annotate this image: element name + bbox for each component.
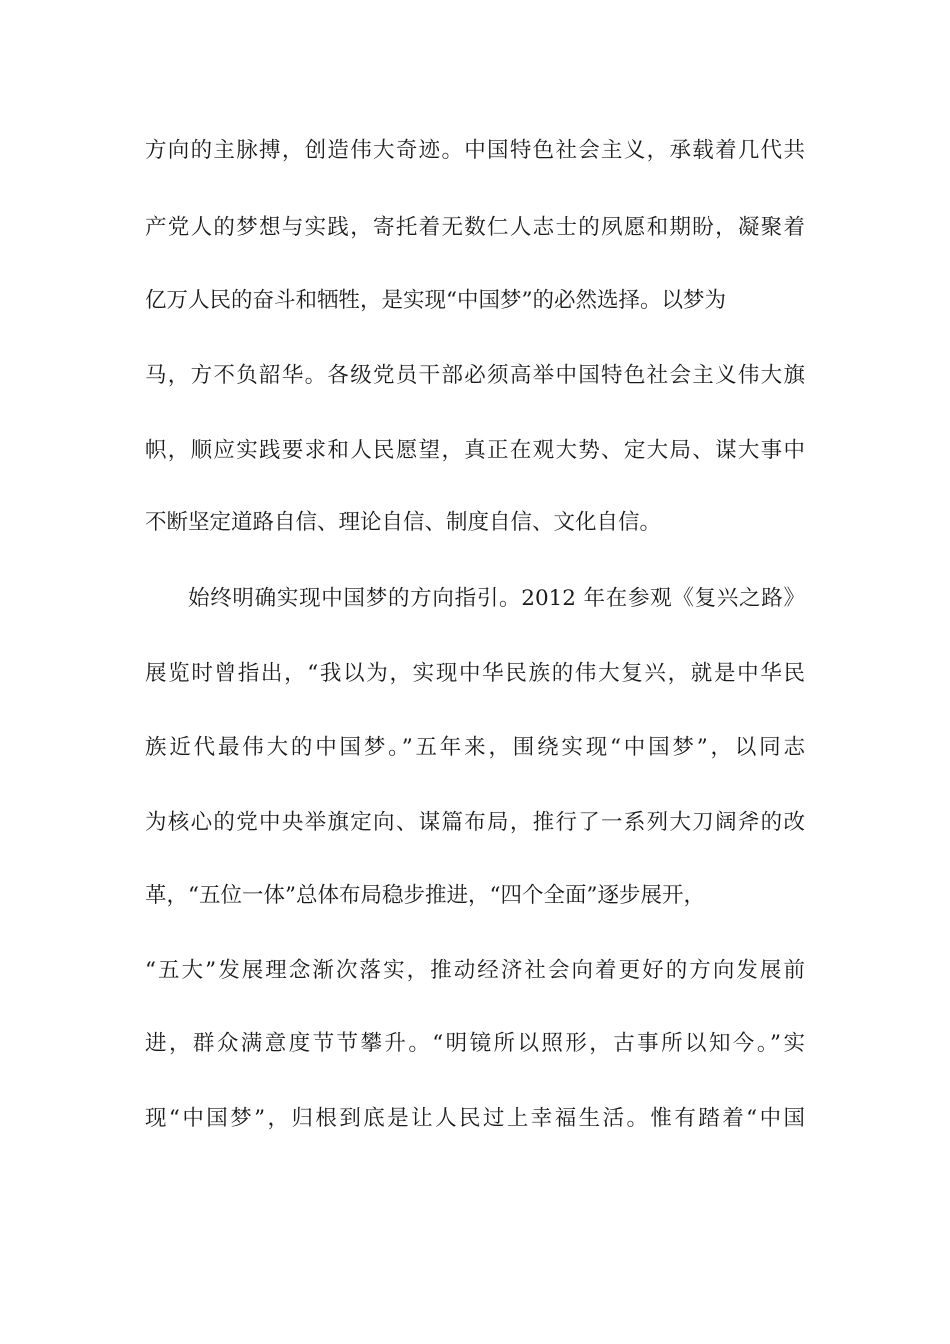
text-line: 亿万人民的奋斗和牺牲，是实现“中国梦”的必然选择。以梦为 xyxy=(145,288,726,313)
text-line: 族近代最伟大的中国梦。”五年来，围绕实现“中国梦”，以同志 xyxy=(145,735,805,760)
text-line: 帜，顺应实践要求和人民愿望，真正在观大势、定大局、谋大事中 xyxy=(145,438,805,463)
text-line: 马，方不负韶华。各级党员干部必须高举中国特色社会主义伟大旗 xyxy=(145,363,805,388)
text-line: 现“中国梦”，归根到底是让人民过上幸福生活。惟有踏着“中国 xyxy=(145,1106,805,1131)
text-line: 革，“五位一体”总体布局稳步推进，“四个全面”逐步展开， xyxy=(145,883,705,908)
text-line: 为核心的党中央举旗定向、谋篇布局，推行了一系列大刀阔斧的改 xyxy=(145,810,805,835)
text-line: “五大”发展理念渐次落实，推动经济社会向着更好的方向发展前 xyxy=(145,958,805,983)
text-line: 展览时曾指出，“我以为，实现中华民族的伟大复兴，就是中华民 xyxy=(145,661,805,686)
text-line: 进，群众满意度节节攀升。“明镜所以照形，古事所以知今。”实 xyxy=(145,1031,805,1056)
text-line: 产党人的梦想与实践，寄托着无数仁人志士的夙愿和期盼，凝聚着 xyxy=(145,215,805,240)
paragraph-first-line: 始终明确实现中国梦的方向指引。2012 年在参观《复兴之路》 xyxy=(188,586,805,611)
text-line: 不断坚定道路自信、理论自信、制度自信、文化自信。 xyxy=(145,510,662,535)
text-line: 方向的主脉搏，创造伟大奇迹。中国特色社会主义，承载着几代共 xyxy=(145,138,805,163)
